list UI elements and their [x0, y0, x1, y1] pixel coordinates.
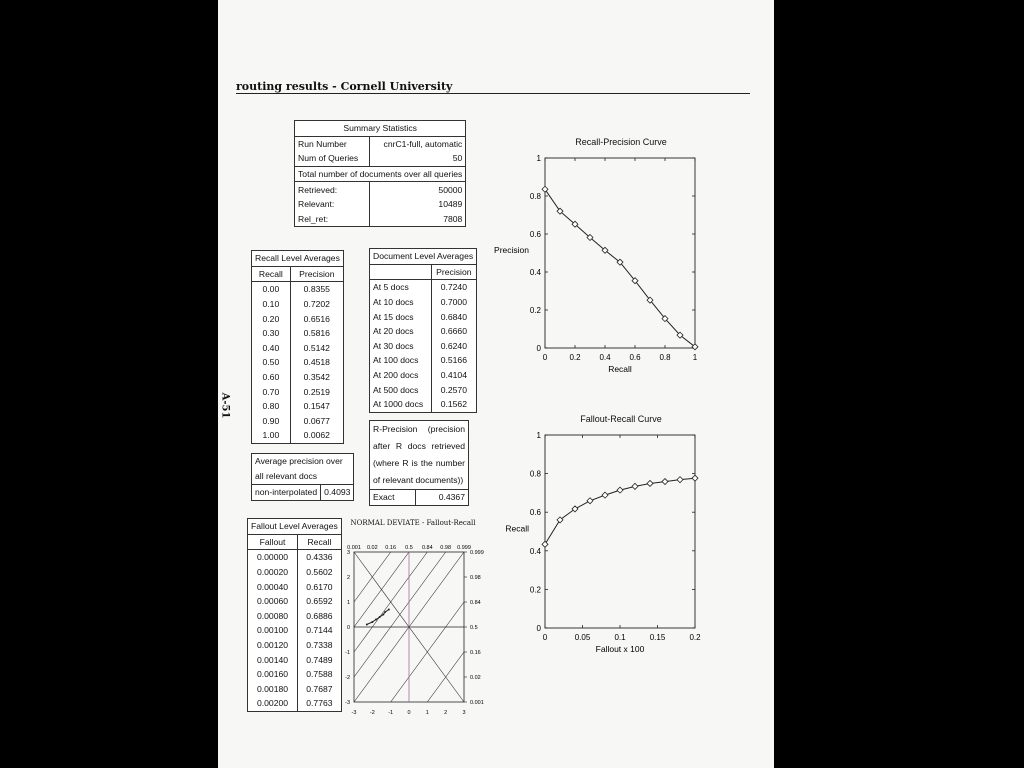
series-line: [545, 189, 695, 346]
retrieved-value: 50000: [370, 182, 466, 197]
document-level-table: [369, 248, 477, 413]
recall-row: [252, 428, 344, 443]
summary-statistics-table: [294, 120, 466, 227]
nd-bottom-tick-label: -3: [351, 710, 357, 716]
doc-label-cell: At 10 docs: [370, 295, 432, 310]
fallout-value-cell: 0.7687: [298, 682, 342, 697]
fallout-label-cell: 0.00160: [248, 667, 298, 682]
fallout-value-cell: 0.6886: [298, 609, 342, 624]
recall-row: [252, 355, 344, 370]
fallout-label-cell: 0.00080: [248, 609, 298, 624]
total-docs-label: Total number of documents over all queries: [295, 166, 466, 182]
fallout-value-cell: 0.7588: [298, 667, 342, 682]
nd-right-tick-label: 0.84: [470, 600, 481, 606]
r-precision-text: R-Precision (precision after R docs retrieved (where R is the number of relevant documents)): [370, 421, 469, 490]
x-tick-label: 0.8: [659, 353, 671, 362]
r-precision-table: [369, 420, 469, 506]
nd-bottom-tick-label: -1: [388, 710, 394, 716]
fallout-row: [248, 652, 342, 667]
nd-top-tick-label: 0.999: [457, 545, 471, 551]
plot-frame: [545, 435, 695, 628]
recall-label-cell: 0.90: [252, 414, 291, 429]
noninterp-label: non-interpolated: [252, 485, 321, 501]
nd-point: [384, 611, 386, 613]
recall-table-title: Recall Level Averages: [252, 251, 344, 267]
noninterp-value: 0.4093: [321, 485, 354, 501]
doc-row: [370, 309, 477, 324]
x-tick-label: 0.2: [569, 353, 581, 362]
doc-label-cell: At 15 docs: [370, 309, 432, 324]
y-axis-label: Recall: [505, 523, 529, 534]
data-point-marker: [662, 479, 668, 485]
fallout-level-table: [247, 518, 342, 712]
doc-value-cell: 0.4104: [431, 368, 477, 383]
x-axis-label: Recall: [608, 364, 632, 374]
nd-bottom-tick-label: 3: [462, 710, 466, 716]
document-page: [218, 0, 774, 768]
doc-row: [370, 397, 477, 412]
nd-right-tick-label: 0.999: [470, 550, 484, 556]
fallout-label-cell: 0.00180: [248, 682, 298, 697]
doc-label-cell: At 30 docs: [370, 339, 432, 354]
fallout-value-cell: 0.6592: [298, 594, 342, 609]
fallout-recall-col-header: Recall: [298, 534, 342, 550]
nd-bottom-tick-label: 1: [425, 710, 429, 716]
doc-row: [370, 280, 477, 295]
y-tick-label: 1: [536, 431, 541, 440]
recall-label-cell: 0.30: [252, 326, 291, 341]
recall-row: [252, 370, 344, 385]
nd-point: [379, 616, 381, 618]
y-axis-label: Precision: [494, 245, 529, 255]
y-tick-label: 0.4: [529, 268, 541, 277]
doc-table-title: Document Level Averages: [370, 249, 477, 265]
data-point-marker: [587, 498, 593, 504]
doc-value-cell: 0.6840: [431, 309, 477, 324]
recall-value-cell: 0.5816: [290, 326, 343, 341]
nd-point: [388, 609, 390, 611]
fallout-label-cell: 0.00060: [248, 594, 298, 609]
doc-label-cell: At 1000 docs: [370, 397, 432, 412]
y-tick-label: 0.4: [529, 546, 541, 556]
recall-row: [252, 384, 344, 399]
data-point-marker: [542, 541, 548, 547]
nd-left-tick-label: -3: [345, 700, 350, 706]
fallout-col-header: Fallout: [248, 534, 298, 550]
recall-level-table: [251, 250, 344, 444]
y-tick-label: 0: [536, 624, 541, 633]
fallout-row: [248, 623, 342, 638]
nd-left-tick-label: 1: [346, 600, 350, 606]
fallout-table-title: Fallout Level Averages: [248, 519, 342, 535]
page-header: routing results - Cornell University: [236, 80, 453, 93]
recall-row: [252, 297, 344, 312]
nd-top-tick-label: 0.5: [405, 545, 413, 551]
fallout-label-cell: 0.00120: [248, 638, 298, 653]
x-tick-label: 0: [542, 353, 548, 362]
recall-label-cell: 0.60: [252, 370, 291, 385]
summary-title: Summary Statistics: [295, 121, 466, 137]
fallout-value-cell: 0.5602: [298, 565, 342, 580]
fallout-value-cell: 0.7338: [298, 638, 342, 653]
nd-bottom-tick-label: 0: [407, 710, 411, 716]
num-queries-label: Num of Queries: [295, 151, 370, 166]
doc-label-cell: At 500 docs: [370, 382, 432, 397]
doc-row: [370, 339, 477, 354]
nd-right-tick-label: 0.001: [470, 700, 484, 706]
recall-value-cell: 0.4518: [290, 355, 343, 370]
avg-precision-label: Average precision over all relevant docs: [252, 454, 354, 485]
num-queries-value: 50: [370, 151, 466, 166]
doc-row: [370, 382, 477, 397]
nd-point: [382, 614, 384, 616]
fallout-label-cell: 0.00000: [248, 550, 298, 565]
fallout-row: [248, 667, 342, 682]
fallout-row: [248, 682, 342, 697]
recall-label-cell: 0.00: [252, 282, 291, 297]
recall-label-cell: 1.00: [252, 428, 291, 443]
retrieved-label: Retrieved:: [295, 182, 370, 197]
y-tick-label: 0.6: [529, 508, 541, 518]
nd-left-tick-label: 0: [346, 625, 350, 631]
doc-value-cell: 0.7000: [431, 295, 477, 310]
fallout-row: [248, 565, 342, 580]
recall-label-cell: 0.20: [252, 311, 291, 326]
nd-top-tick-label: 0.98: [440, 545, 452, 551]
header-rule: [236, 93, 750, 94]
relevant-value: 10489: [370, 197, 466, 212]
doc-value-cell: 0.2570: [431, 382, 477, 397]
data-point-marker: [602, 492, 608, 498]
x-tick-label: 0.15: [649, 633, 666, 642]
doc-label-cell: At 100 docs: [370, 353, 432, 368]
nd-right-tick-label: 0.16: [470, 650, 481, 656]
fallout-row: [248, 696, 342, 711]
doc-row: [370, 295, 477, 310]
fallout-recall-chart: [500, 425, 710, 670]
nd-left-tick-label: 2: [346, 575, 350, 581]
fr-chart-title: Fallout-Recall Curve: [580, 414, 662, 424]
data-point-marker: [692, 475, 698, 481]
precision-col-header: Precision: [290, 266, 343, 282]
recall-value-cell: 0.3542: [290, 370, 343, 385]
fallout-row: [248, 638, 342, 653]
fallout-row: [248, 550, 342, 565]
doc-label-cell: At 200 docs: [370, 368, 432, 383]
data-point-marker: [647, 480, 653, 486]
plot-frame: [545, 158, 695, 348]
nd-left-tick-label: -1: [345, 650, 350, 656]
fallout-row: [248, 609, 342, 624]
doc-value-cell: 0.6240: [431, 339, 477, 354]
recall-row: [252, 282, 344, 297]
doc-value-cell: 0.5166: [431, 353, 477, 368]
rp-chart-title: Recall-Precision Curve: [575, 137, 667, 147]
nd-point: [371, 621, 373, 623]
recall-value-cell: 0.0062: [290, 428, 343, 443]
doc-value-cell: 0.1562: [431, 397, 477, 412]
recall-col-header: Recall: [252, 266, 291, 282]
doc-precision-header: Precision: [431, 264, 477, 280]
nd-left-tick-label: 3: [346, 550, 350, 556]
data-point-marker: [677, 477, 683, 483]
nd-bottom-tick-label: -2: [369, 710, 375, 716]
x-axis-label: Fallout x 100: [595, 644, 645, 654]
recall-label-cell: 0.40: [252, 341, 291, 356]
y-tick-label: 0: [536, 344, 541, 353]
fallout-value-cell: 0.4336: [298, 550, 342, 565]
nd-top-tick-label: 0.02: [366, 545, 378, 551]
data-point-marker: [542, 186, 548, 192]
x-tick-label: 0.1: [614, 633, 626, 642]
fallout-row: [248, 579, 342, 594]
x-tick-label: 0.2: [689, 633, 701, 642]
doc-col-blank: [370, 264, 432, 280]
exact-label: Exact: [370, 490, 416, 506]
data-point-marker: [632, 483, 638, 489]
y-tick-label: 0.8: [529, 192, 541, 201]
x-tick-label: 1: [692, 353, 698, 362]
recall-precision-chart: [494, 148, 710, 388]
nd-left-tick-label: -2: [345, 675, 350, 681]
doc-row: [370, 324, 477, 339]
fallout-row: [248, 594, 342, 609]
run-number-value: cnrC1-full, automatic: [370, 136, 466, 151]
doc-label-cell: At 5 docs: [370, 280, 432, 295]
page-number: A-51: [219, 392, 231, 419]
average-precision-table: [251, 453, 354, 501]
recall-row: [252, 414, 344, 429]
y-tick-label: 1: [536, 154, 541, 163]
doc-label-cell: At 20 docs: [370, 324, 432, 339]
recall-value-cell: 0.8355: [290, 282, 343, 297]
recall-value-cell: 0.1547: [290, 399, 343, 414]
rel-ret-label: Rel_ret:: [295, 212, 370, 227]
nd-chart-title: NORMAL DEVIATE - Fallout-Recall: [350, 519, 476, 527]
y-tick-label: 0.2: [529, 306, 541, 315]
fallout-label-cell: 0.00200: [248, 696, 298, 711]
nd-right-tick-label: 0.5: [470, 625, 478, 631]
fallout-value-cell: 0.6170: [298, 579, 342, 594]
x-tick-label: 0.05: [574, 633, 591, 642]
fallout-label-cell: 0.00040: [248, 579, 298, 594]
x-tick-label: 0.4: [599, 353, 611, 362]
x-tick-label: 0: [542, 633, 548, 642]
nd-point: [375, 619, 377, 621]
y-tick-label: 0.6: [529, 230, 541, 239]
fallout-value-cell: 0.7489: [298, 652, 342, 667]
recall-row: [252, 399, 344, 414]
y-tick-label: 0.8: [529, 469, 541, 479]
recall-label-cell: 0.70: [252, 384, 291, 399]
run-number-label: Run Number: [295, 136, 370, 151]
fallout-label-cell: 0.00100: [248, 623, 298, 638]
fallout-value-cell: 0.7144: [298, 623, 342, 638]
nd-bottom-tick-label: 2: [444, 710, 448, 716]
recall-value-cell: 0.7202: [290, 297, 343, 312]
fallout-value-cell: 0.7763: [298, 696, 342, 711]
doc-row: [370, 353, 477, 368]
y-tick-label: 0.2: [529, 585, 541, 595]
recall-value-cell: 0.2519: [290, 384, 343, 399]
recall-value-cell: 0.0677: [290, 414, 343, 429]
exact-value: 0.4367: [415, 490, 468, 506]
recall-row: [252, 311, 344, 326]
recall-value-cell: 0.5142: [290, 341, 343, 356]
doc-value-cell: 0.7240: [431, 280, 477, 295]
normal-deviate-chart: [340, 540, 490, 730]
fallout-label-cell: 0.00020: [248, 565, 298, 580]
data-point-marker: [617, 487, 623, 493]
nd-top-tick-label: 0.16: [385, 545, 397, 551]
recall-label-cell: 0.50: [252, 355, 291, 370]
recall-label-cell: 0.80: [252, 399, 291, 414]
doc-value-cell: 0.6660: [431, 324, 477, 339]
x-tick-label: 0.6: [629, 353, 641, 362]
relevant-label: Relevant:: [295, 197, 370, 212]
doc-row: [370, 368, 477, 383]
nd-right-tick-label: 0.02: [470, 675, 481, 681]
recall-row: [252, 326, 344, 341]
rel-ret-value: 7808: [370, 212, 466, 227]
recall-row: [252, 341, 344, 356]
nd-right-tick-label: 0.98: [470, 575, 481, 581]
nd-top-tick-label: 0.001: [347, 545, 361, 551]
fallout-label-cell: 0.00140: [248, 652, 298, 667]
recall-label-cell: 0.10: [252, 297, 291, 312]
recall-value-cell: 0.6516: [290, 311, 343, 326]
nd-point: [366, 624, 368, 626]
nd-top-tick-label: 0.84: [421, 545, 433, 551]
